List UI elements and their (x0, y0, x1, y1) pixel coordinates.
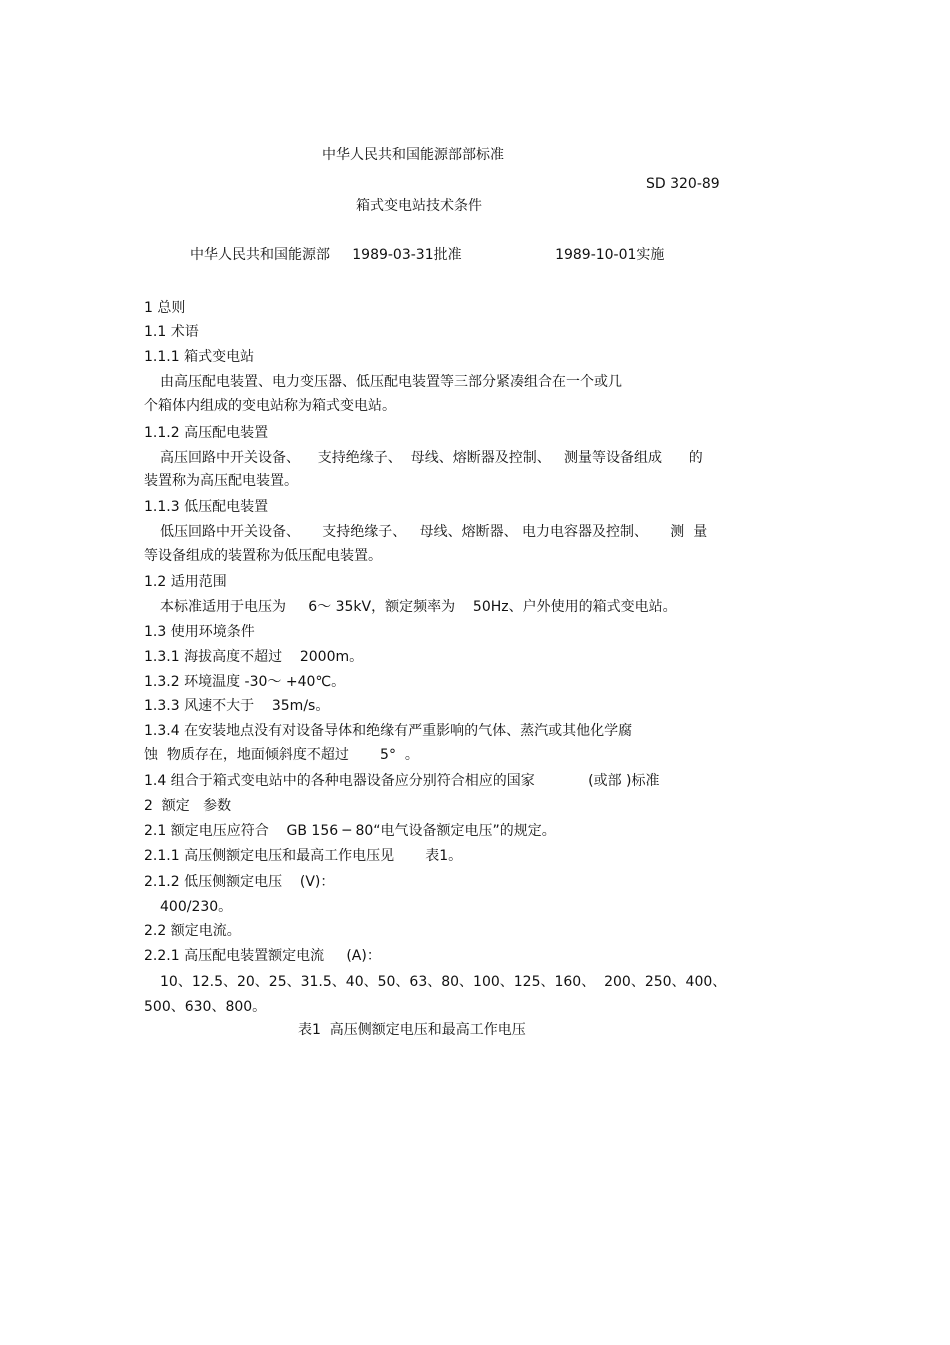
body-text-line: 等设备组成的装置称为低压配电装置。 (144, 548, 382, 564)
body-text-line: 个箱体内组成的变电站称为箱式变电站。 (144, 398, 396, 414)
section-heading: 1.1.2 高压配电装置 (144, 425, 269, 441)
section-heading: 1.1.1 箱式变电站 (144, 349, 255, 365)
section-heading: 1.3 使用环境条件 (144, 624, 255, 640)
body-text-line: 2.1.2 低压侧额定电压 (V)： (144, 874, 335, 890)
body-text-line: 2.2.1 高压配电装置额定电流 (A)： (144, 948, 381, 964)
body-text-line: 2.1 额定电压应符合 GB 156 ─ 80“电气设备额定电压”的规定。 (144, 823, 556, 839)
section-heading: 1.1.3 低压配电装置 (144, 499, 269, 515)
body-text-line: 本标准适用于电压为 6～ 35kV，额定频率为 50Hz、户外使用的箱式变电站。 (160, 599, 677, 615)
body-text-line: 2.2 额定电流。 (144, 923, 241, 939)
body-text-line: 1.4 组合于箱式变电站中的各种电器设备应分别符合相应的国家 (或部 )标准 (144, 773, 660, 789)
body-text-line: 由高压配电装置、电力变压器、低压配电装置等三部分紧凑组合在一个或几 (160, 374, 622, 390)
body-text-line: 10、12.5、20、25、31.5、40、50、63、80、100、125、160、 200、250、400、 (160, 974, 727, 990)
body-text-line: 1.3.2 环境温度 -30～ +40℃。 (144, 674, 346, 690)
approval-line: 中华人民共和国能源部 1989-03-31批准 1989-10-01实施 (190, 247, 665, 263)
body-text-line: 400/230。 (160, 899, 233, 915)
section-heading: 1.1 术语 (144, 324, 199, 340)
body-text-line: 1.3.1 海拔高度不超过 2000m。 (144, 649, 364, 665)
body-text-line: 蚀 物质存在，地面倾斜度不超过 5° 。 (144, 747, 419, 763)
section-heading: 2 额定 参数 (144, 798, 232, 814)
body-text-line: 1.3.4 在安装地点没有对设备导体和绝缘有严重影响的气体、蒸汽或其他化学腐 (144, 723, 633, 739)
table-caption: 表1 高压侧额定电压和最高工作电压 (298, 1022, 526, 1038)
body-text-line: 低压回路中开关设备、 支持绝缘子、 母线、熔断器、 电力电容器及控制、 测 量 (160, 524, 708, 540)
document-title: 箱式变电站技术条件 (356, 198, 482, 214)
body-text-line: 500、630、800。 (144, 999, 267, 1015)
body-text-line: 1.3.3 风速不大于 35m/s。 (144, 698, 330, 714)
standard-code: SD 320-89 (646, 176, 720, 192)
body-text-line: 2.1.1 高压侧额定电压和最高工作电压见 表1。 (144, 848, 463, 864)
section-heading: 1.2 适用范围 (144, 574, 227, 590)
section-heading: 1 总则 (144, 300, 186, 316)
issuer-title: 中华人民共和国能源部部标准 (322, 147, 504, 163)
body-text-line: 高压回路中开关设备、 支持绝缘子、 母线、熔断器及控制、 测量等设备组成 的 (160, 450, 703, 466)
body-text-line: 装置称为高压配电装置。 (144, 473, 298, 489)
